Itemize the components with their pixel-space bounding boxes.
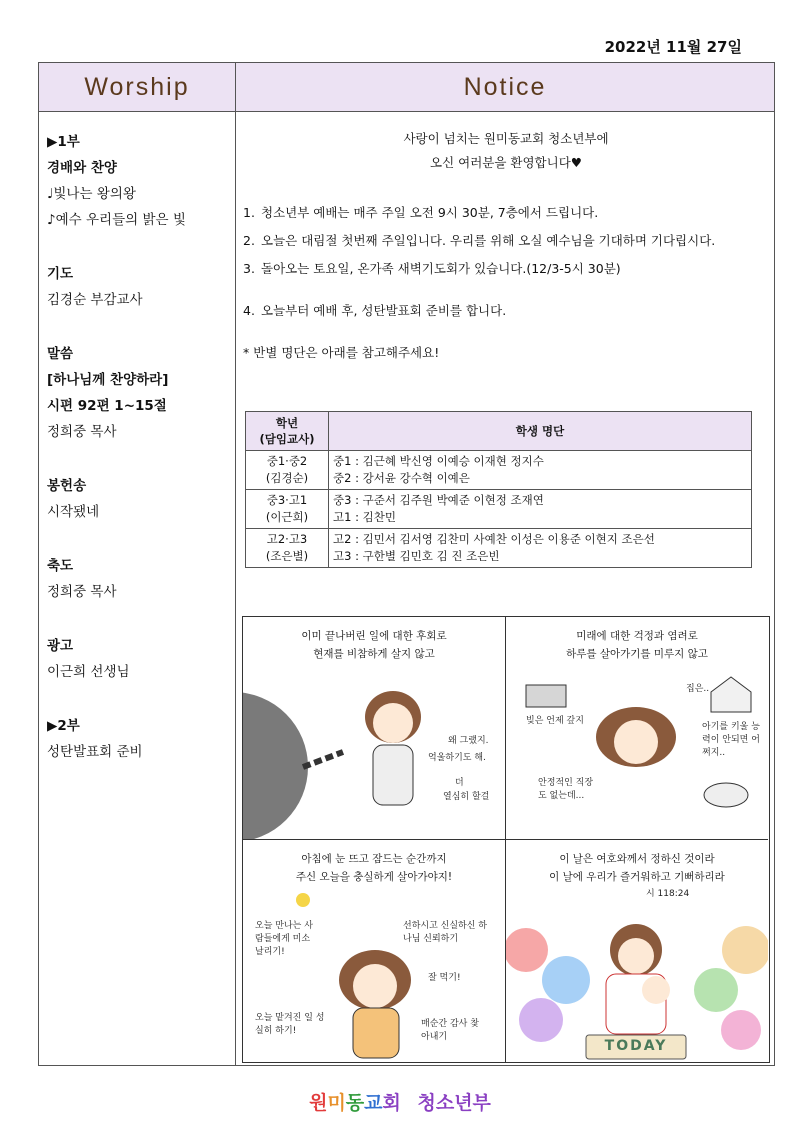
ad-leader: 이근희 선생님 <box>47 664 130 680</box>
part2-section <box>47 713 231 765</box>
body-shape <box>373 745 413 805</box>
notice-item <box>243 201 769 225</box>
sermon-text: 시편 92편 1~15절 <box>47 398 167 414</box>
footer-char: 교 <box>364 1092 383 1114</box>
comic-panel-worry <box>506 617 768 840</box>
comic-strip <box>242 616 770 1063</box>
panel-caption <box>506 850 768 886</box>
sermon-title: 말씀 <box>47 346 74 362</box>
sermon-theme: [하나님께 찬양하라] <box>47 372 169 388</box>
caption-line: 미래에 대한 걱정과 염려로 <box>576 630 698 642</box>
caption-line: 하루를 살아가기를 미루지 않고 <box>566 648 708 660</box>
speech-bubble: 열심히 할걸 <box>443 792 490 802</box>
students-line: 중1 : 김근혜 박신영 이예승 이재현 정지수 <box>333 454 544 468</box>
today-sign-text: TODAY <box>604 1038 668 1054</box>
chain-shape <box>303 752 343 767</box>
notice-text: 오늘부터 예배 후, 성탄발표회 준비를 합니다. <box>261 303 507 318</box>
speech-bubble: 선하시고 신실하신 하나님 신뢰하기 <box>403 921 487 944</box>
speech-bubble: 더 <box>455 778 464 788</box>
welcome-line-1: 사랑이 넘치는 원미동교회 청소년부에 <box>403 131 609 146</box>
regret-illustration <box>243 617 505 839</box>
face-shape <box>353 964 397 1008</box>
prayer-section <box>47 261 231 313</box>
notice-number: 3. <box>243 261 255 276</box>
part2-label: ▶2부 <box>47 718 80 734</box>
offering-song: 시작됐네 <box>47 504 100 520</box>
footer-char: 회 <box>382 1092 401 1114</box>
church-footer <box>0 1088 800 1115</box>
heart-shape <box>694 968 738 1012</box>
part1-label: ▶1부 <box>47 134 80 150</box>
speech-bubble: 아기를 키울 능력이 안되면 어쩌지.. <box>702 722 760 758</box>
students-line: 중3 : 구준서 김주원 박예준 이현정 조재연 <box>333 493 544 507</box>
speech-bubble: 왜 그랬지. <box>448 736 489 746</box>
notice-item <box>243 229 769 253</box>
speech-bubble: 매순간 감사 찾아내기 <box>421 1019 479 1042</box>
students-line: 고2 : 김민서 김서영 김찬미 사예찬 이성은 이용준 이현지 조은선 <box>333 532 655 546</box>
offering-section <box>47 473 231 525</box>
caption-line: 이미 끝나버린 일에 대한 후회로 <box>301 630 447 642</box>
caption-line: 주신 오늘을 충실하게 살아가야지! <box>295 871 453 883</box>
house-icon <box>711 677 751 712</box>
welcome-message <box>243 127 769 175</box>
students-cell <box>329 529 752 568</box>
heart-shape <box>542 956 590 1004</box>
grade-label: 중3·고1 <box>266 493 308 507</box>
iron-ball-shape <box>243 692 308 839</box>
students-column-header: 학생 명단 <box>329 412 752 451</box>
prayer-leader: 김경순 부감교사 <box>47 292 143 308</box>
notice-number: 2. <box>243 233 255 248</box>
notice-item <box>243 299 769 323</box>
child-face-shape <box>642 976 670 1004</box>
footer-char: 동 <box>345 1092 365 1114</box>
speech-bubble: 오늘 맡겨진 일 성실히 하기! <box>255 1013 325 1036</box>
comic-panel-psalm <box>506 840 768 1062</box>
teacher-label: (이근희) <box>265 510 309 524</box>
students-line: 고1 : 김찬민 <box>333 510 396 524</box>
face-shape <box>618 938 654 974</box>
students-cell <box>329 490 752 529</box>
part2-item: 성탄발표회 준비 <box>47 744 143 760</box>
comic-panel-regret <box>243 617 506 840</box>
notice-number: 4. <box>243 303 255 318</box>
grade-label: 고2·고3 <box>266 532 308 546</box>
worship-header: Worship <box>39 63 236 112</box>
blessing-section <box>47 553 231 605</box>
speech-bubble: 오늘 만나는 사람들에게 미소 날리기! <box>255 921 313 957</box>
students-line: 중2 : 강서윤 강수혁 이예은 <box>333 471 470 485</box>
teacher-label: (조은별) <box>265 549 309 563</box>
blessing-title: 축도 <box>47 558 74 574</box>
praise-title: 경배와 찬양 <box>47 160 117 176</box>
notice-content <box>243 127 769 365</box>
notice-text: 오늘은 대림절 첫번째 주일입니다. 우리를 위해 오실 예수님을 기대하며 기다립시다. <box>261 233 716 248</box>
grade-header-line2: (담임교사) <box>259 432 315 446</box>
grade-cell <box>246 451 329 490</box>
offering-title: 봉헌송 <box>47 478 87 494</box>
teacher-label: (김경순) <box>265 471 309 485</box>
column-divider <box>235 111 236 1065</box>
scripture-reference: 시 118:24 <box>646 889 690 899</box>
students-line: 고3 : 구한별 김민호 김 진 조은빈 <box>333 549 500 563</box>
bulletin-frame <box>38 62 775 1066</box>
speech-bubble: 억울하기도 해. <box>428 753 486 763</box>
footer-char: 원 <box>309 1092 328 1114</box>
grade-column-header <box>246 412 329 451</box>
heart-shape <box>721 1010 761 1050</box>
footer-suffix: 청소년부 <box>417 1092 491 1114</box>
students-cell <box>329 451 752 490</box>
body-shape <box>353 1008 399 1058</box>
bulletin-date: 2022년 11월 27일 <box>604 38 742 56</box>
speech-bubble: 빚은 언제 갚지 <box>526 716 584 726</box>
baby-shape <box>704 783 748 807</box>
prayer-title: 기도 <box>47 266 74 282</box>
face-shape <box>614 720 658 764</box>
table-row <box>246 451 752 490</box>
grade-cell <box>246 529 329 568</box>
blessing-leader: 정희중 목사 <box>47 584 117 600</box>
class-roster-table <box>245 411 752 568</box>
notice-text: 돌아오는 토요일, 온가족 새벽기도회가 있습니다.(12/3-5시 30분) <box>261 261 621 276</box>
grade-header-line1: 학년 <box>275 416 299 430</box>
worship-order <box>47 129 231 793</box>
notice-text: 청소년부 예배는 매주 주일 오전 9시 30분, 7층에서 드립니다. <box>261 205 599 220</box>
footer-char: 미 <box>327 1092 346 1114</box>
heart-shape <box>722 926 768 974</box>
comic-panel-today <box>243 840 506 1062</box>
part1-section <box>47 129 231 233</box>
table-row <box>246 490 752 529</box>
speech-bubble: 집은.. <box>686 684 710 694</box>
caption-line: 현재를 비참하게 살지 않고 <box>313 648 435 660</box>
sermon-section <box>47 341 231 445</box>
welcome-line-2: 오신 여러분을 환영합니다♥ <box>430 155 582 170</box>
notice-number: 1. <box>243 205 255 220</box>
roster-note: * 반별 명단은 아래를 참고해주세요! <box>243 345 440 360</box>
caption-line: 아침에 눈 뜨고 잠드는 순간까지 <box>301 853 447 865</box>
notice-header: Notice <box>236 63 774 112</box>
heart-shape <box>519 998 563 1042</box>
smile-icon <box>296 893 310 907</box>
grade-cell <box>246 490 329 529</box>
caption-line: 이 날에 우리가 즐거워하고 기뻐하리라 <box>549 871 725 883</box>
sermon-preacher: 정희중 목사 <box>47 424 117 440</box>
song-1: ♩빛나는 왕의왕 <box>47 186 136 202</box>
ad-title: 광고 <box>47 638 74 654</box>
ad-section <box>47 633 231 685</box>
notice-item <box>243 257 769 281</box>
money-icon <box>526 685 566 707</box>
speech-bubble: 안정적인 직장도 없는데... <box>538 778 594 801</box>
table-row <box>246 529 752 568</box>
face-shape <box>373 703 413 743</box>
grade-label: 중1·중2 <box>266 454 308 468</box>
table-header-row <box>246 412 752 451</box>
speech-bubble: 잘 먹기! <box>428 973 461 983</box>
caption-line: 이 날은 여호와께서 정하신 것이라 <box>559 853 715 865</box>
heart-shape <box>506 928 548 972</box>
song-2: ♪예수 우리들의 밝은 빛 <box>47 212 186 228</box>
